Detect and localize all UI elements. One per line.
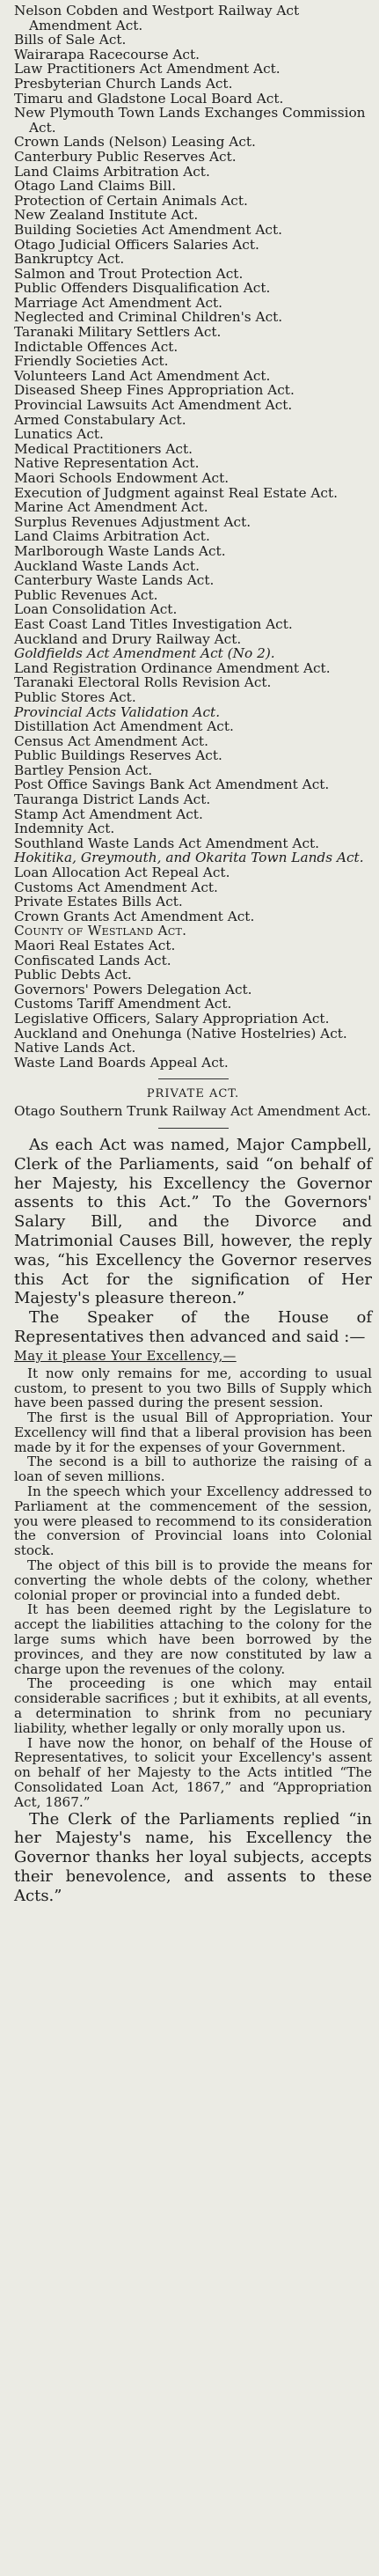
act-title: Native Representation Act. (14, 455, 200, 472)
acts-list (14, 4, 372, 1070)
act-title: Land Claims Arbitration Act. (14, 528, 210, 545)
act-title: Auckland and Onehunga (Native Hostelries) Act. (14, 1025, 347, 1041)
act-title: Taranaki Military Settlers Act. (14, 324, 222, 341)
act-title: Otago Land Claims Bill. (14, 178, 177, 195)
act-title: Land Registration Ordinance Amendment Act. (14, 659, 331, 676)
act-title: Bartley Pension Act. (14, 762, 153, 778)
act-title: Taranaki Electoral Rolls Revision Act. (14, 674, 272, 691)
speech-paragraph: The object of this bill is to provide the means for converting the whole debts of the colony, whether colonial proper or provincial into a funded debt. (14, 1557, 372, 1603)
act-title: Wairarapa Racecourse Act. (14, 46, 200, 63)
act-title: Law Practitioners Act Amendment Act. (14, 61, 281, 77)
speech-paragraph: It has been deemed right by the Legislature to accept the liabilities attaching to the colony for the large sums which have been borrowed by the provinces, and they are now constituted by law a charge upon the revenues of the colony. (14, 1601, 372, 1677)
act-title: Provincial Acts Validation Act. (14, 703, 221, 720)
act-title: Surplus Revenues Adjustment Act. (14, 513, 251, 530)
act-title: County of Westland Act. (14, 923, 187, 939)
narrative-paragraph: As each Act was named, Major Campbell, Clerk of the Parliaments, said “on behalf of her Majesty, his Excellency the Governor assents to this Act.” To the Governors' Salary Bill, and the Divorce and Matrimonial Causes Bill, however, the reply was, “his Excellency the Governor reserves this Act for the signification of Her Majesty's pleasure thereon.” (14, 1135, 372, 1308)
act-title: Timaru and Gladstone Local Board Act. (14, 90, 284, 107)
act-title: Customs Tariff Amendment Act. (14, 996, 232, 1012)
act-title: Marlborough Waste Lands Act. (14, 542, 226, 559)
act-title: Armed Constabulary Act. (14, 411, 186, 428)
private-act-heading: PRIVATE ACT. (146, 1087, 240, 1101)
speech-paragraph: The proceeding is one which may entail considerable sacrifices ; but it exhibits, at all events, a determination to shrink from no pecuniary liability, whether legally or only morally upon us. (14, 1675, 372, 1736)
act-title: Medical Practitioners Act. (14, 440, 193, 457)
act-title: Native Lands Act. (14, 1040, 136, 1056)
act-title: Waste Land Boards Appeal Act. (14, 1054, 229, 1071)
act-title: Customs Act Amendment Act. (14, 879, 218, 895)
act-title: Building Societies Act Amendment Act. (14, 221, 282, 238)
act-title: Census Act Amendment Act. (14, 732, 208, 749)
act-title: Auckland Waste Lands Act. (14, 557, 200, 574)
act-title: Goldfields Act Amendment Act (No 2). (14, 645, 275, 662)
act-title: Southland Waste Lands Act Amendment Act. (14, 835, 320, 851)
act-title: Friendly Societies Act. (14, 353, 169, 370)
act-title: Indictable Offences Act. (14, 338, 179, 355)
act-title: Salmon and Trout Protection Act. (14, 265, 244, 282)
act-title: Bills of Sale Act. (14, 32, 127, 48)
act-title: Indemnity Act. (14, 821, 115, 837)
act-title: Public Buildings Reserves Act. (14, 747, 222, 764)
act-title: East Coast Land Titles Investigation Act. (14, 615, 293, 632)
private-acts-list (14, 1104, 372, 1119)
act-title: Crown Lands (Nelson) Leasing Act. (14, 134, 256, 151)
address-opening: May it please Your Excellency,— (14, 1349, 237, 1364)
act-title: New Zealand Institute Act. (14, 207, 199, 224)
act-title: Distillation Act Amendment Act. (14, 718, 234, 735)
act-title: Otago Judicial Officers Salaries Act. (14, 236, 259, 253)
act-title: Governors' Powers Delegation Act. (14, 981, 252, 997)
act-title: Tauranga District Lands Act. (14, 791, 211, 808)
act-title: New Plymouth Town Lands Exchanges Commission Act. (14, 105, 366, 136)
act-title: Confiscated Lands Act. (14, 952, 171, 968)
act-title: Legislative Officers, Salary Appropriation Act. (14, 1010, 330, 1027)
act-title: Maori Schools Endowment Act. (14, 470, 230, 486)
act-title: Marine Act Amendment Act. (14, 499, 208, 516)
act-title: Loan Allocation Act Repeal Act. (14, 865, 230, 881)
closing-paragraph: The Clerk of the Parliaments replied “in her Majesty's name, his Excellency the Governor thanks her loyal subjects, accepts their benevolence, and assents to these Acts.” (14, 1809, 372, 1905)
act-title: Private Estates Bills Act. (14, 894, 183, 910)
speech-paragraph: The first is the usual Bill of Appropriation. Your Excellency will find that a liberal provision has been made by it for the expenses of your Government. (14, 1409, 372, 1455)
speaker-intro: The Speaker of the House of Representatives then advanced and said :— (14, 1308, 372, 1346)
act-title: Diseased Sheep Fines Appropriation Act. (14, 382, 295, 399)
speech-paragraph: It now only remains for me, according to usual custom, to present to you two Bills of Supply which have been passed during the present session. (14, 1365, 372, 1411)
speech-paragraph: In the speech which your Excellency addressed to Parliament at the commencement of the session, you were pleased to recommend to its consideration the conversion of Provincial loans into Colonial stock. (14, 1483, 372, 1559)
act-title: Lunatics Act. (14, 426, 104, 443)
act-title: Canterbury Waste Lands Act. (14, 572, 215, 589)
act-title: Public Stores Act. (14, 688, 136, 705)
act-title: Maori Real Estates Act. (14, 938, 176, 953)
act-title: Post Office Savings Bank Act Amendment Act. (14, 776, 330, 793)
act-title: Auckland and Drury Railway Act. (14, 630, 242, 647)
act-title: Marriage Act Amendment Act. (14, 294, 223, 311)
act-title: Stamp Act Amendment Act. (14, 806, 203, 822)
act-title: Provincial Lawsuits Act Amendment Act. (14, 397, 293, 414)
act-title: Protection of Certain Animals Act. (14, 192, 248, 209)
act-title: Neglected and Criminal Children's Act. (14, 309, 283, 326)
section-divider (158, 1078, 229, 1079)
act-title: Public Revenues Act. (14, 586, 158, 603)
act-title: Crown Grants Act Amendment Act. (14, 908, 255, 924)
act-title: Public Offenders Disqualification Act. (14, 280, 271, 297)
section-divider (158, 1128, 229, 1129)
act-title: Hokitika, Greymouth, and Okarita Town Lands Act. (14, 850, 364, 866)
act-title: Volunteers Land Act Amendment Act. (14, 367, 271, 384)
act-title: Public Debts Act. (14, 967, 132, 983)
speech-paragraph: The second is a bill to authorize the raising of a loan of seven millions. (14, 1454, 372, 1485)
act-title: Nelson Cobden and Westport Railway Act Amendment Act. (14, 3, 300, 33)
speech-paragraph: I have now the honor, on behalf of the House of Representatives, to solicit your Excellency's assent on behalf of her Majesty to the Acts intitled “The Consolidated Loan Act, 1867,” and “Appropriation Act, 1867.” (14, 1734, 372, 1810)
act-title: Execution of Judgment against Real Estate Act. (14, 484, 338, 501)
act-title: Loan Consolidation Act. (14, 601, 178, 618)
act-title: Bankruptcy Act. (14, 251, 125, 268)
act-title: Canterbury Public Reserves Act. (14, 148, 237, 165)
act-title: Presbyterian Church Lands Act. (14, 75, 233, 92)
act-title: Land Claims Arbitration Act. (14, 163, 210, 180)
private-act-title: Otago Southern Trunk Railway Act Amendment Act. (14, 1103, 372, 1120)
speech-body (14, 1366, 372, 1810)
